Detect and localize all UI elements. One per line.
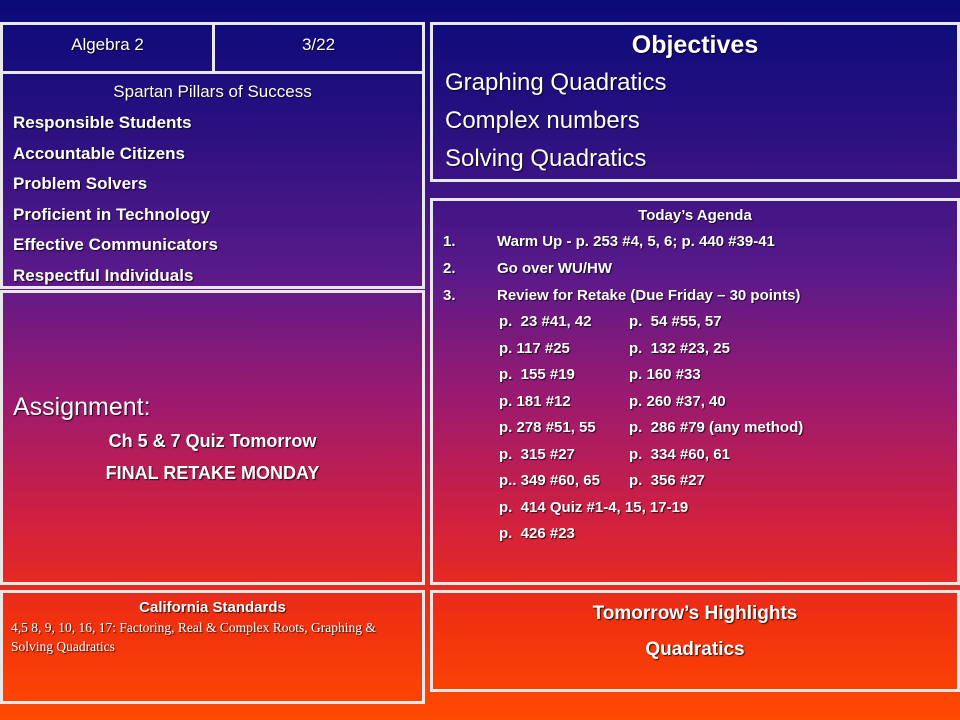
highlights-item: Quadratics <box>645 639 745 660</box>
pillar-item: Accountable Citizens <box>13 143 185 163</box>
retake-page-row <box>443 495 947 522</box>
objectives-panel <box>430 22 960 182</box>
retake-page-a: p. 426 #23 <box>499 525 575 542</box>
retake-page-b: p. 54 #55, 57 <box>629 313 722 330</box>
pillars-heading: Spartan Pillars of Success <box>113 82 312 101</box>
retake-page-row <box>443 389 947 416</box>
pillar-item: Respectful Individuals <box>13 265 194 285</box>
assignment-title: Assignment: <box>13 393 151 421</box>
retake-page-b: p. 356 #27 <box>629 472 705 489</box>
retake-page-b: p. 160 #33 <box>629 366 701 383</box>
agenda-step <box>443 228 947 255</box>
retake-page-row <box>443 362 947 389</box>
retake-page-b: p. 132 #23, 25 <box>629 339 730 357</box>
objective-item: Solving Quadratics <box>445 145 647 172</box>
agenda-heading: Today’s Agenda <box>638 207 752 224</box>
lesson-date: 3/22 <box>301 35 336 54</box>
course-cell <box>0 22 215 74</box>
retake-page-a: p. 117 #25 <box>499 339 570 357</box>
retake-page-a: p. 23 #41, 42 <box>499 313 592 330</box>
retake-page-row <box>443 336 947 363</box>
retake-page-b: p. 286 #79 (any method) <box>629 419 804 436</box>
pillar-item: Responsible Students <box>13 113 192 132</box>
retake-page-a: p.. 349 #60, 65 <box>499 472 600 489</box>
retake-page-row <box>443 415 947 442</box>
retake-page-b: p. 334 #60, 61 <box>629 445 730 463</box>
agenda-step-number: 1. <box>443 233 456 250</box>
retake-page-row <box>443 309 947 336</box>
objective-item: Graphing Quadratics <box>445 69 667 96</box>
retake-page-row <box>443 442 947 469</box>
standards-heading: California Standards <box>139 599 286 616</box>
retake-page-a: p. 181 #12 <box>499 392 571 410</box>
pillar-item: Proficient in Technology <box>13 204 211 224</box>
pillar-item: Effective Communicators <box>13 235 218 254</box>
agenda-step-text: Warm Up - p. 253 #4, 5, 6; p. 440 #39-41 <box>497 233 775 250</box>
retake-page-row <box>443 468 947 495</box>
agenda-step <box>443 282 947 309</box>
agenda-step-text: Go over WU/HW <box>497 260 612 277</box>
assignment-panel <box>0 290 425 585</box>
course-name: Algebra 2 <box>71 35 144 54</box>
assignment-line: Ch 5 & 7 Quiz Tomorrow <box>108 431 317 451</box>
agenda-panel <box>430 198 960 585</box>
agenda-step-number: 3. <box>443 287 456 304</box>
standards-text: 4,5 8, 9, 10, 16, 17: Factoring, Real & Complex Roots, Graphing & Solving Quadratics <box>11 620 376 654</box>
agenda-step-text: Review for Retake (Due Friday – 30 points) <box>497 287 801 304</box>
assignment-line: FINAL RETAKE MONDAY <box>105 463 320 483</box>
retake-page-a: p. 278 #51, 55 <box>499 419 596 436</box>
objectives-heading: Objectives <box>631 31 759 59</box>
highlights-heading: Tomorrow’s Highlights <box>592 603 798 624</box>
retake-page-b: p. 260 #37, 40 <box>629 392 726 410</box>
highlights-panel <box>430 590 960 692</box>
pillar-item: Problem Solvers <box>13 174 148 193</box>
retake-page-a: p. 155 #19 <box>499 366 575 383</box>
retake-page-row <box>443 521 947 548</box>
agenda-step-number: 2. <box>443 260 456 277</box>
pillars-panel <box>0 71 425 289</box>
agenda-step <box>443 255 947 282</box>
standards-panel <box>0 590 425 704</box>
date-cell <box>212 22 425 74</box>
retake-page-a: p. 315 #27 <box>499 445 575 463</box>
objective-item: Complex numbers <box>445 107 640 134</box>
retake-page-a: p. 414 Quiz #1-4, 15, 17-19 <box>499 498 689 516</box>
